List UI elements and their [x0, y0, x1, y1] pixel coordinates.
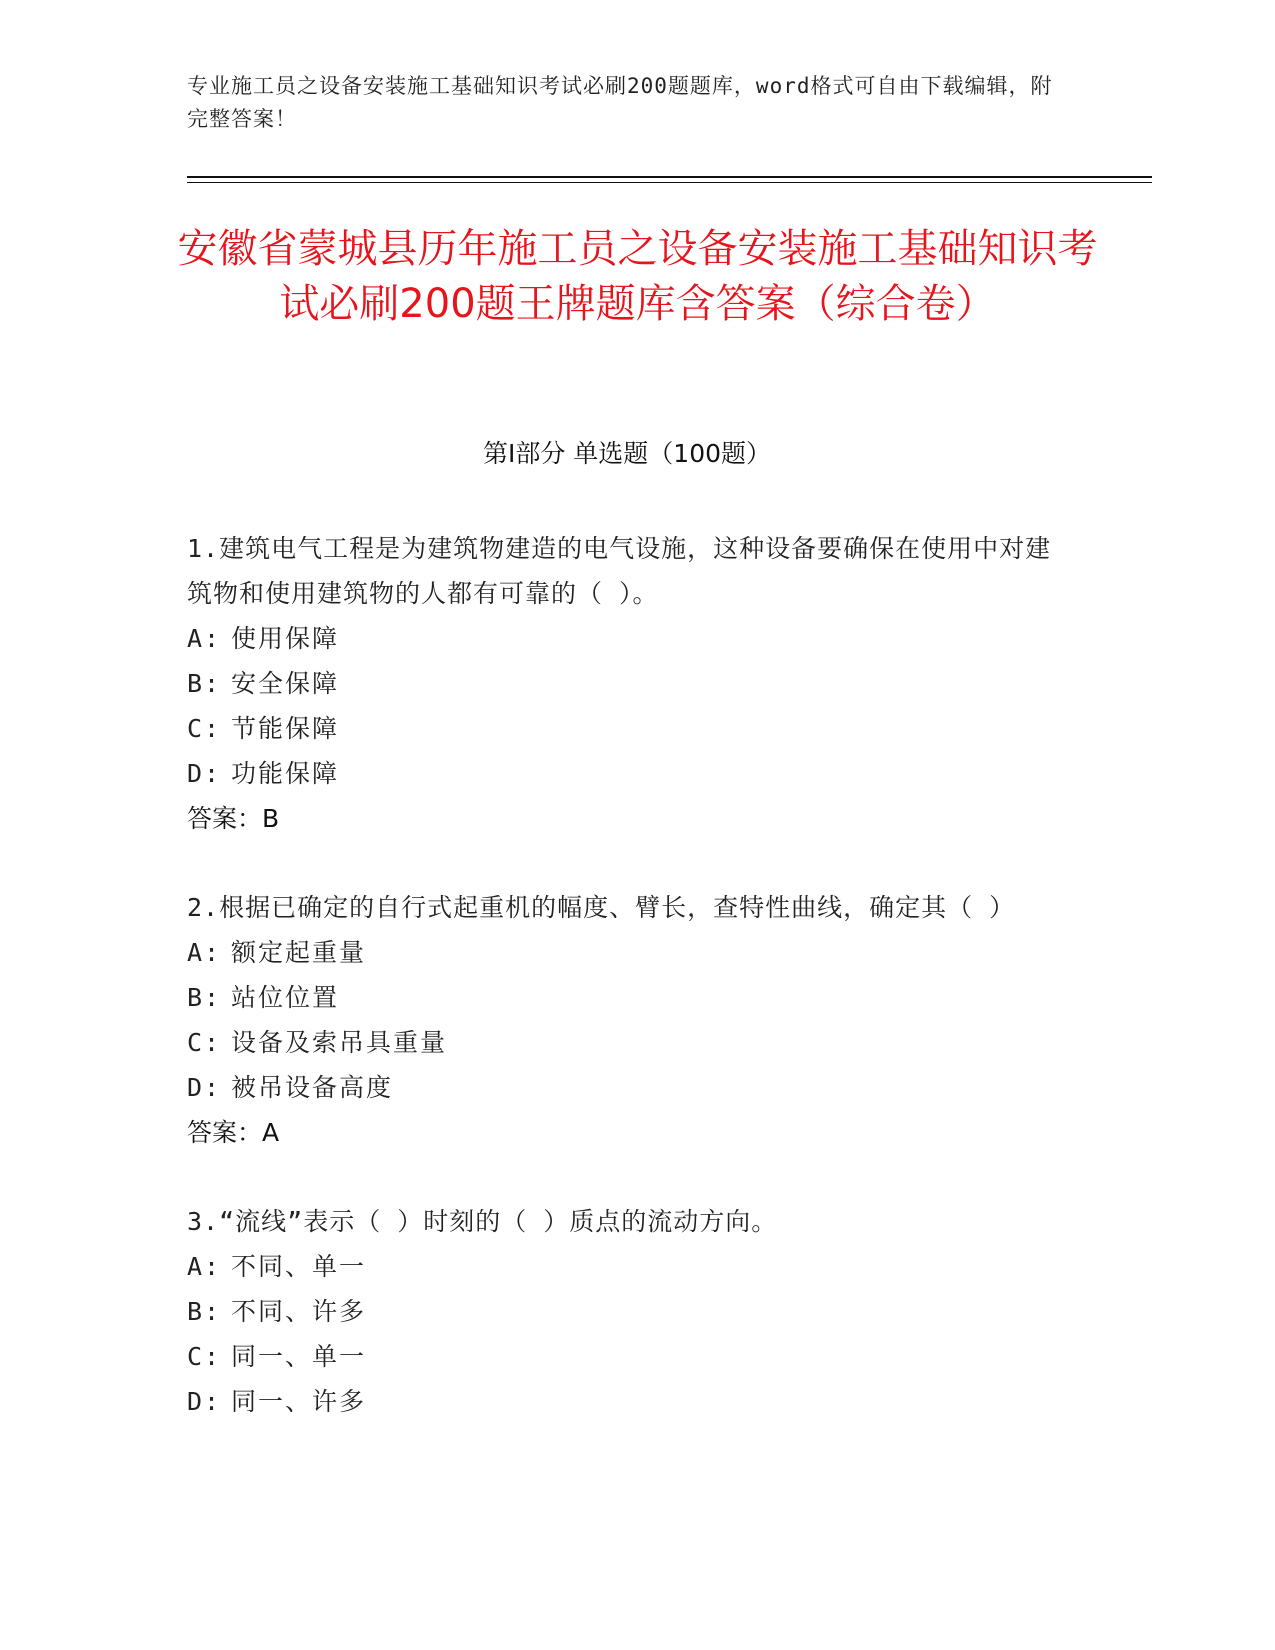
option-text: 被吊设备高度 — [231, 1073, 394, 1102]
answer-line — [187, 1110, 1067, 1155]
option-text: 不同、许多 — [231, 1297, 367, 1326]
option-a — [187, 616, 1067, 661]
answer-prefix: 答案： — [187, 1118, 263, 1147]
option-key: D: — [187, 1073, 222, 1102]
option-key: C: — [187, 1028, 222, 1057]
question-stem: 3.“流线”表示（ ）时刻的（ ）质点的流动方向。 — [187, 1207, 778, 1236]
option-key: C: — [187, 1342, 222, 1371]
option-key: A: — [187, 938, 222, 967]
option-key: D: — [187, 759, 222, 788]
option-key: C: — [187, 714, 222, 743]
option-c — [187, 1334, 1067, 1379]
answer-value: B — [262, 804, 280, 833]
option-c — [187, 1020, 1067, 1065]
option-key: B: — [187, 983, 222, 1012]
option-text: 使用保障 — [231, 624, 340, 653]
option-text: 安全保障 — [231, 669, 340, 698]
question-3 — [187, 1199, 1067, 1424]
document-title: 安徽省蒙城县历年施工员之设备安装施工基础知识考试必刷200题王牌题库含答案（综合卷） — [177, 226, 1098, 327]
option-text: 同一、单一 — [231, 1342, 367, 1371]
option-c — [187, 706, 1067, 751]
option-d — [187, 1379, 1067, 1424]
question-stem: 1.建筑电气工程是为建筑物建造的电气设施，这种设备要确保在使用中对建筑物和使用建筑物的人都有可靠的（ ）。 — [187, 534, 1052, 608]
section-title: 第I部分 单选题（100题） — [482, 439, 772, 468]
question-1 — [187, 526, 1067, 841]
option-b — [187, 975, 1067, 1020]
header-rule-thin — [187, 182, 1152, 183]
option-key: D: — [187, 1387, 222, 1416]
question-2 — [187, 885, 1067, 1155]
option-d — [187, 1065, 1067, 1110]
option-key: B: — [187, 1297, 222, 1326]
option-key: A: — [187, 624, 222, 653]
option-key: A: — [187, 1252, 222, 1281]
option-text: 功能保障 — [231, 759, 340, 788]
header-note: 专业施工员之设备安装施工基础知识考试必刷200题题库，word格式可自由下载编辑，附完整答案！ — [187, 74, 1053, 131]
header-rule-thick — [187, 176, 1152, 178]
option-text: 节能保障 — [231, 714, 340, 743]
answer-value: A — [262, 1118, 280, 1147]
option-b — [187, 1289, 1067, 1334]
question-stem: 2.根据已确定的自行式起重机的幅度、臂长，查特性曲线，确定其（ ） — [187, 893, 1016, 922]
option-text: 不同、单一 — [231, 1252, 367, 1281]
option-text: 设备及索吊具重量 — [231, 1028, 448, 1057]
option-a — [187, 1244, 1067, 1289]
option-key: B: — [187, 669, 222, 698]
option-a — [187, 930, 1067, 975]
question-list — [187, 526, 1067, 1468]
option-text: 额定起重量 — [231, 938, 367, 967]
option-text: 站位位置 — [231, 983, 340, 1012]
answer-line — [187, 796, 1067, 841]
option-d — [187, 751, 1067, 796]
option-text: 同一、许多 — [231, 1387, 367, 1416]
option-b — [187, 661, 1067, 706]
answer-prefix: 答案： — [187, 804, 263, 833]
